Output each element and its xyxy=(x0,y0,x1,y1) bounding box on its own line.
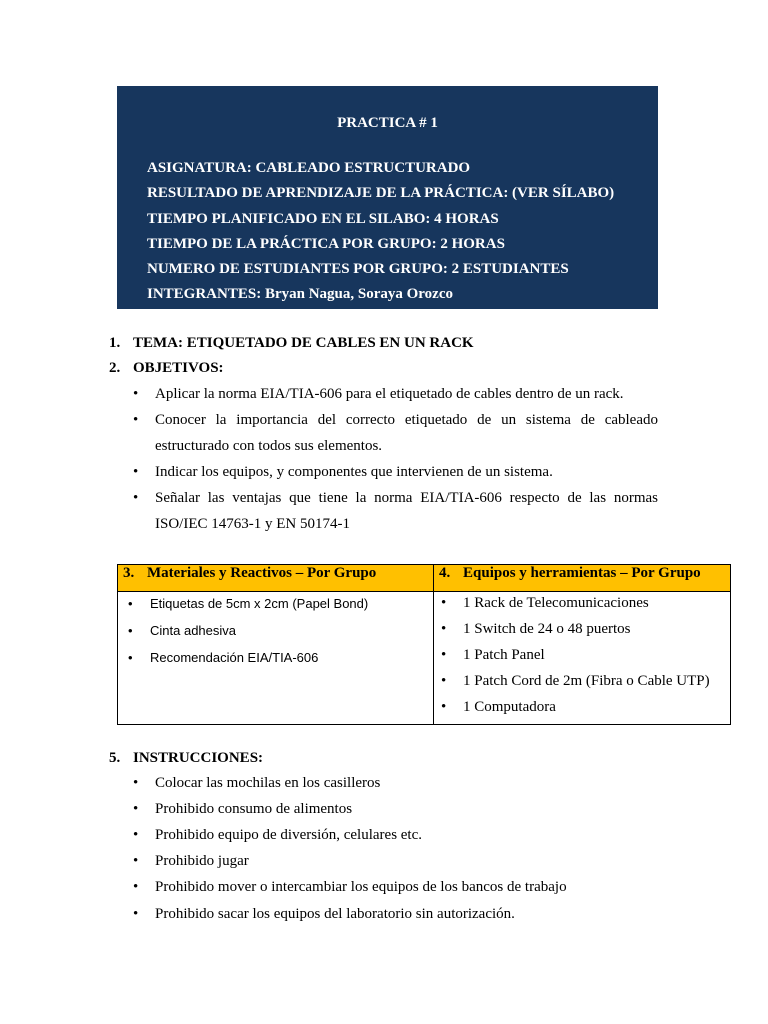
list-item: • Conocer la importancia del correcto etiquetado de un sistema de cableado estructurado con todos sus elementos. xyxy=(133,407,658,459)
practice-header xyxy=(117,86,658,309)
list-item: • Colocar las mochilas en los casilleros xyxy=(133,770,658,796)
list-item: • Aplicar la norma EIA/TIA-606 para el etiquetado de cables dentro de un rack. xyxy=(133,381,658,407)
list-item: • Prohibido equipo de diversión, celulares etc. xyxy=(133,822,658,848)
bullet-icon: • xyxy=(441,647,447,663)
bullet-icon: • xyxy=(133,464,139,480)
bullet-icon: • xyxy=(133,775,139,791)
practice-info xyxy=(147,156,614,308)
learning-outcome-line: RESULTADO DE APRENDIZAJE DE LA PRÁCTICA: (VER SÍLABO) xyxy=(147,185,615,202)
bullet-icon: • xyxy=(128,650,133,665)
bullet-icon: • xyxy=(133,412,139,428)
students-per-group-line: NUMERO DE ESTUDIANTES POR GRUPO: 2 ESTUDIANTES xyxy=(147,261,569,278)
list-item: • Señalar las ventajas que tiene la norma EIA/TIA-606 respecto de las normas ISO/IEC 14763-1 y EN 50174-1 xyxy=(133,485,658,537)
bullet-icon: • xyxy=(133,879,139,895)
bullet-icon: • xyxy=(441,621,447,637)
group-time-line: TIEMPO DE LA PRÁCTICA POR GRUPO: 2 HORAS xyxy=(147,235,505,252)
bullet-icon: • xyxy=(133,853,139,869)
objetivos-title: OBJETIVOS: xyxy=(133,360,224,376)
practice-title: PRACTICA # 1 xyxy=(337,115,438,131)
list-item: • Indicar los equipos, y componentes que intervienen de un sistema. xyxy=(133,459,658,485)
equipment-cell: • 1 Rack de Telecomunicaciones • 1 Switch de 24 o 48 puertos • 1 Patch Panel • 1 Patch Cord de 2m (Fibra o Cable UTP) • 1 Computadora xyxy=(434,592,731,725)
members-line: INTEGRANTES: Bryan Nagua, Soraya Orozco xyxy=(147,286,453,303)
bullet-icon: • xyxy=(133,827,139,843)
section-tema: 1. TEMA: ETIQUETADO DE CABLES EN UN RACK xyxy=(109,335,474,351)
bullet-icon: • xyxy=(441,673,447,689)
list-item: • Prohibido consumo de alimentos xyxy=(133,796,658,822)
section-objetivos: 2. OBJETIVOS: xyxy=(109,360,224,376)
planned-time-line: TIEMPO PLANIFICADO EN EL SILABO: 4 HORAS xyxy=(147,210,499,227)
bullet-icon: • xyxy=(133,801,139,817)
materials-header: 3. Materiales y Reactivos – Por Grupo xyxy=(118,565,434,592)
bullet-icon: • xyxy=(128,623,133,638)
bullet-icon: • xyxy=(133,490,139,506)
equipment-header: 4. Equipos y herramientas – Por Grupo xyxy=(434,565,731,592)
bullet-icon: • xyxy=(133,906,139,922)
section-instrucciones: 5. INSTRUCCIONES: xyxy=(109,750,264,766)
bullet-icon: • xyxy=(441,699,447,715)
list-item: • Prohibido mover o intercambiar los equipos de los bancos de trabajo xyxy=(133,874,658,900)
instrucciones-title: INSTRUCCIONES: xyxy=(133,750,264,766)
materials-table xyxy=(117,564,731,725)
list-item: • Prohibido sacar los equipos del laboratorio sin autorización. xyxy=(133,901,658,927)
bullet-icon: • xyxy=(441,595,447,611)
list-item: • Prohibido jugar xyxy=(133,848,658,874)
materials-cell: • Etiquetas de 5cm x 2cm (Papel Bond) • Cinta adhesiva • Recomendación EIA/TIA-606 xyxy=(118,592,434,725)
subject-line: ASIGNATURA: CABLEADO ESTRUCTURADO xyxy=(147,160,471,176)
bullet-icon: • xyxy=(133,386,139,402)
bullet-icon: • xyxy=(128,596,133,611)
tema-text: TEMA: ETIQUETADO DE CABLES EN UN RACK xyxy=(133,335,474,351)
